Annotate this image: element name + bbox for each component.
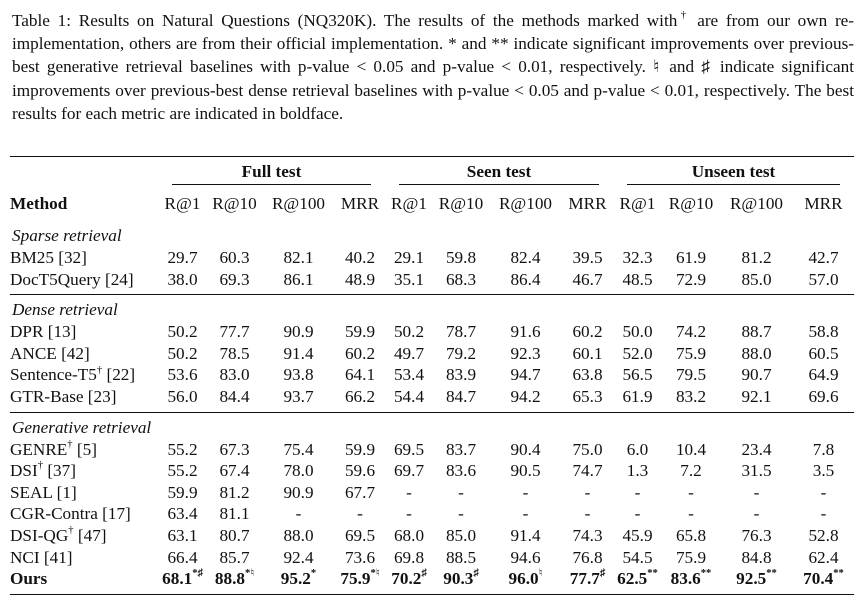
table-cell: - (584, 504, 591, 524)
table-row (10, 343, 854, 365)
significance-marker: * (310, 568, 317, 580)
table-cell: 52.0 (622, 343, 653, 363)
table-cell: 59.6 (344, 461, 376, 481)
table-cell: 84.8 (741, 547, 772, 567)
col-header: R@10 (212, 194, 257, 214)
table-cell: 85.0 (445, 525, 477, 545)
table-cell: 64.9 (808, 365, 839, 385)
table-cell: 76.3 (741, 525, 772, 545)
method-name: Ours (10, 568, 158, 594)
table-cell: - (820, 504, 827, 524)
table-cell: 42.7 (808, 248, 839, 267)
table-cell: 67.4 (219, 461, 250, 481)
method-marker: † (67, 438, 73, 450)
table-cell: 75.9 (675, 547, 707, 567)
table-cell: 85.0 (741, 269, 772, 289)
table-cell: 66.2 (344, 386, 376, 406)
method-name: NCI [41] (10, 547, 73, 567)
table-cell: 49.7 (393, 343, 425, 363)
caption-text-2: are from our own re-implementation, others are from their official implementation. * and ** indicate significant improvements over previous-best generative retrieval baselines with p-value < 0.05 and p-value < 0.01, respectively. (12, 11, 855, 77)
table-row (10, 503, 854, 525)
table-cell: 74.3 (572, 525, 603, 545)
col-header: R@10 (668, 194, 714, 214)
table-cell: 55.2 (167, 439, 198, 459)
table-cell: 92.5** (720, 568, 793, 594)
method-name: DSI† [37] (10, 460, 76, 481)
table-cell: 61.9 (675, 248, 707, 267)
significance-marker: ** (647, 568, 658, 580)
table-cell: 70.4** (793, 568, 854, 594)
table-cell: 74.2 (675, 322, 707, 342)
table-cell: 69.3 (219, 269, 250, 289)
significance-marker: *♮ (244, 568, 255, 580)
col-header: R@100 (729, 194, 784, 214)
table-cell: 92.4 (283, 547, 314, 567)
table-cell: 91.6 (510, 322, 541, 342)
col-header: MRR (804, 194, 843, 214)
table-cell: 90.3♯ (433, 568, 489, 594)
table-cell: 77.7♯ (562, 568, 613, 594)
col-header: R@1 (391, 194, 427, 214)
table-cell: 68.3 (445, 269, 477, 289)
caption-dagger: † (677, 10, 690, 22)
table-cell: 69.7 (393, 461, 425, 481)
section-header-row (10, 412, 854, 439)
table-cell: 75.9 (675, 343, 707, 363)
section-title: Dense retrieval (10, 295, 854, 322)
table-cell: - (406, 482, 412, 502)
table-cell: 83.6 (445, 461, 477, 481)
table-row (10, 386, 854, 412)
table-cell: 76.8 (572, 547, 603, 567)
table-cell: 81.2 (741, 248, 772, 267)
method-marker: † (96, 364, 103, 376)
table-cell: 50.0 (622, 322, 653, 342)
group-full-test: Full test (158, 157, 385, 188)
table-cell: 59.9 (344, 322, 376, 342)
table-cell: 74.7 (572, 461, 603, 481)
significance-marker: ♯ (599, 568, 606, 580)
table-cell: 79.5 (675, 365, 707, 385)
table-cell: 83.2 (675, 386, 707, 406)
table-cell: 39.5 (572, 248, 603, 267)
table-cell: 72.9 (675, 269, 707, 289)
table-cell: 91.4 (283, 343, 314, 363)
table-cell: 10.4 (675, 439, 707, 459)
table-cell: 68.0 (393, 525, 425, 545)
table-cell: - (522, 504, 529, 524)
table-cell: 23.4 (741, 439, 772, 459)
method-marker: † (37, 460, 44, 472)
table-cell: - (634, 482, 641, 502)
table-cell: - (458, 504, 464, 524)
table-cell: 50.2 (167, 343, 198, 363)
table-cell: 69.8 (393, 547, 425, 567)
table-cell: 60.2 (572, 322, 603, 342)
table-cell: 94.7 (510, 365, 541, 385)
table-row (10, 269, 854, 295)
table-cell: 32.3 (622, 248, 653, 267)
table-cell: 59.8 (445, 248, 477, 267)
table-cell: 88.7 (741, 322, 772, 342)
table-row (10, 321, 854, 343)
method-name: DocT5Query [24] (10, 269, 134, 289)
table-cell: 94.2 (510, 386, 541, 406)
table-cell: 82.1 (283, 248, 314, 267)
table-cell: - (357, 504, 363, 524)
table-cell: 38.0 (167, 269, 198, 289)
table-cell: 53.4 (393, 365, 425, 385)
significance-marker: *♮ (370, 568, 380, 580)
table-cell: 86.1 (283, 269, 314, 289)
table-cell: 69.5 (344, 525, 376, 545)
table-cell: 46.7 (572, 269, 603, 289)
table-cell: 45.9 (622, 525, 653, 545)
table-cell: 29.7 (167, 248, 198, 267)
table-cell: 96.0♮ (489, 568, 562, 594)
method-header: Method (10, 194, 68, 214)
table-cell: 3.5 (812, 461, 835, 481)
significance-marker: ** (700, 568, 712, 580)
table-cell: 84.4 (219, 386, 250, 406)
column-header-row (10, 187, 854, 221)
table-cell: - (584, 482, 591, 502)
table-cell: - (753, 504, 760, 524)
table-cell: 83.6** (662, 568, 720, 594)
table-cell: 80.7 (219, 525, 250, 545)
table-caption (12, 9, 854, 125)
table-cell: 54.5 (622, 547, 653, 567)
table-cell: 54.4 (393, 386, 425, 406)
table-cell: 62.4 (808, 547, 839, 567)
table-cell: 53.6 (167, 365, 198, 385)
method-name: BM25 [32] (10, 248, 87, 267)
section-title: Generative retrieval (10, 412, 854, 439)
table-cell: 61.9 (622, 386, 653, 406)
table-cell: 48.5 (622, 269, 653, 289)
col-header: MRR (340, 194, 380, 214)
table-cell: 60.2 (344, 343, 376, 363)
table-cell: 75.4 (283, 439, 314, 459)
method-name: DPR [13] (10, 322, 77, 342)
table-cell: 35.1 (393, 269, 425, 289)
table-row (10, 460, 854, 482)
table-cell: 48.9 (344, 269, 376, 289)
table-cell: 65.3 (572, 386, 603, 406)
results-table (10, 156, 854, 595)
table-cell: 56.5 (622, 365, 653, 385)
table-cell: - (458, 482, 464, 502)
method-name: ANCE [42] (10, 343, 90, 363)
table-cell: 59.9 (167, 482, 198, 502)
table-cell: 50.2 (167, 322, 198, 342)
table-cell: 93.7 (283, 386, 314, 406)
method-name: SEAL [1] (10, 482, 77, 502)
table-cell: 88.5 (445, 547, 477, 567)
col-header: MRR (568, 194, 607, 214)
table-cell: 63.8 (572, 365, 603, 385)
table-cell: 70.2♯ (385, 568, 433, 594)
table-cell: 86.4 (510, 269, 541, 289)
table-row (10, 247, 854, 269)
table-cell: 92.1 (741, 386, 772, 406)
table-cell: 69.5 (393, 439, 425, 459)
table-cell: 94.6 (510, 547, 541, 567)
table-row (10, 482, 854, 504)
group-unseen-test: Unseen test (613, 157, 854, 188)
table-cell: 82.4 (510, 248, 541, 267)
table-cell: 78.5 (219, 343, 250, 363)
table-cell: 84.7 (445, 386, 477, 406)
table-cell: 90.9 (283, 322, 314, 342)
table-cell: 81.1 (219, 504, 250, 524)
table-cell: 75.0 (572, 439, 603, 459)
table-cell: 62.5** (613, 568, 662, 594)
table-cell: 90.5 (510, 461, 541, 481)
table-cell: 57.0 (808, 269, 839, 289)
group-header-row (10, 157, 854, 188)
caption-label: Table 1: (12, 11, 72, 30)
method-marker: † (68, 525, 74, 537)
table-cell: 78.7 (445, 322, 477, 342)
section-header-row (10, 221, 854, 247)
table-cell: 60.5 (808, 343, 839, 363)
table-cell: 68.1*♯ (158, 568, 207, 594)
group-seen-test: Seen test (385, 157, 613, 188)
table-cell: 91.4 (510, 525, 541, 545)
table-cell: - (522, 482, 529, 502)
table-cell: 31.5 (741, 461, 772, 481)
col-header: R@1 (619, 194, 656, 214)
table-cell: 77.7 (219, 322, 250, 342)
table-cell: 66.4 (167, 547, 198, 567)
table-cell: 88.0 (741, 343, 772, 363)
table-row (10, 525, 854, 547)
table-cell: 63.4 (167, 504, 198, 524)
table-cell: - (753, 482, 760, 502)
table-cell: 83.0 (219, 365, 250, 385)
col-header: R@100 (498, 194, 553, 214)
method-name: DSI-QG† [47] (10, 525, 107, 545)
table-cell: 58.8 (808, 322, 839, 342)
table-cell: 7.2 (680, 461, 702, 481)
table-row (10, 547, 854, 569)
significance-marker: *♯ (192, 568, 203, 580)
table-cell: 64.1 (344, 365, 376, 385)
col-header: R@10 (438, 194, 484, 214)
table-cell: 52.8 (808, 525, 839, 545)
significance-marker: ** (833, 568, 844, 580)
table-row (10, 439, 854, 461)
table-cell: 90.4 (510, 439, 541, 459)
table-row (10, 568, 854, 594)
method-name: Sentence-T5† [22] (10, 364, 136, 385)
table-cell: 69.6 (808, 386, 839, 406)
table-cell: 67.3 (219, 439, 250, 459)
table-cell: 7.8 (812, 439, 835, 459)
table-cell: 63.1 (167, 525, 198, 545)
table-cell: 6.0 (626, 439, 649, 459)
table-cell: 81.2 (219, 482, 250, 502)
table-cell: 59.9 (344, 439, 376, 459)
table-cell: 67.7 (344, 482, 376, 502)
section-title: Sparse retrieval (12, 226, 122, 246)
significance-marker: ♯ (473, 568, 479, 580)
method-name: GTR-Base [23] (10, 386, 117, 406)
table-cell: 88.0 (283, 525, 314, 545)
table-cell: 75.9*♮ (335, 568, 385, 594)
section-header-row (10, 295, 854, 322)
table-cell: 92.3 (510, 343, 541, 363)
table-cell: - (406, 504, 412, 524)
method-name: GENRE† [5] (10, 438, 97, 459)
table-cell: 93.8 (283, 365, 314, 385)
table-cell: 56.0 (167, 386, 198, 406)
caption-text-3: ♮ and ♯ indicate significant improvements over previous-best dense retrieval baselines with p-value < 0.05 and p-value < 0.01, respectively. The best results for each metric are indicated in boldface. (12, 57, 855, 123)
table-cell: 60.3 (219, 248, 250, 267)
table-cell: - (295, 504, 302, 524)
method-name: CGR-Contra [17] (10, 504, 131, 524)
table-cell: 78.0 (283, 461, 314, 481)
table-cell: 40.2 (344, 248, 376, 267)
table-cell: 85.7 (219, 547, 250, 567)
table-cell: - (688, 482, 694, 502)
table-cell: 50.2 (393, 322, 425, 342)
table-cell: 60.1 (572, 343, 603, 363)
table-body (10, 221, 854, 594)
col-header: R@100 (271, 194, 326, 214)
table-cell: 83.9 (445, 365, 477, 385)
table-cell: 83.7 (445, 439, 477, 459)
table-cell: 65.8 (675, 525, 707, 545)
table-cell: 95.2* (262, 568, 335, 594)
table-cell: 90.7 (741, 365, 772, 385)
caption-text-1: Results on Natural Questions (NQ320K). The results of the methods marked with (78, 11, 678, 30)
table-row (10, 364, 854, 386)
col-header: R@1 (164, 194, 201, 214)
table-cell: - (688, 504, 694, 524)
significance-marker: ♮ (538, 568, 543, 580)
significance-marker: ♯ (421, 568, 427, 580)
table-cell: 90.9 (283, 482, 314, 502)
table-cell: 29.1 (393, 248, 425, 267)
table-cell: 55.2 (167, 461, 198, 481)
table-cell: 73.6 (344, 547, 376, 567)
table-cell: 1.3 (626, 461, 649, 481)
table-cell: - (634, 504, 641, 524)
significance-marker: ** (766, 568, 777, 580)
table-cell: - (820, 482, 827, 502)
table-cell: 79.2 (445, 343, 477, 363)
table-cell: 88.8*♮ (207, 568, 262, 594)
